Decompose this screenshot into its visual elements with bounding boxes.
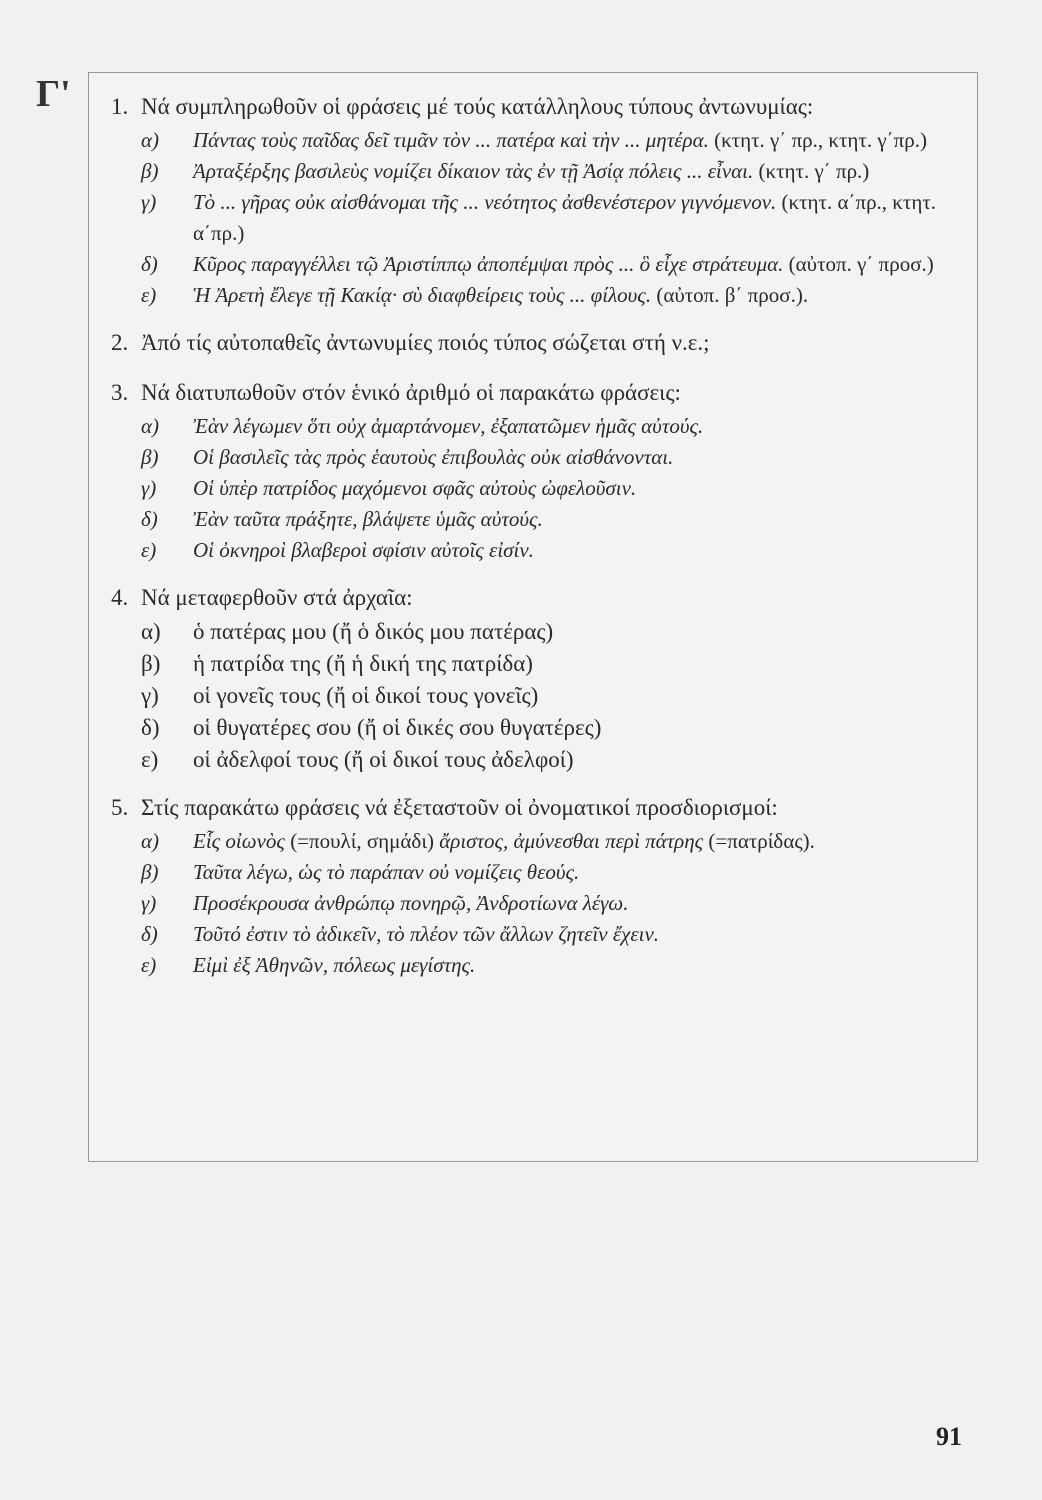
item-text: οἱ θυγατέρες σου (ἤ οἱ δικές σου θυγατέρες)	[193, 715, 602, 740]
exercise-1	[111, 89, 957, 311]
exercise-heading	[111, 89, 957, 125]
list-item	[141, 744, 957, 776]
exercise-number: 3.	[111, 380, 129, 405]
item-note: (αὐτοπ. β΄ προσ.).	[656, 283, 809, 307]
section-label: Γ'	[36, 73, 71, 115]
item-gloss: (=πατρίδας).	[708, 829, 815, 853]
list-item	[141, 280, 957, 311]
item-text: ὁ πατέρας μου (ἤ ὁ δικός μου πατέρας)	[193, 619, 554, 644]
list-item	[141, 857, 957, 888]
list-item	[141, 535, 957, 566]
item-letter: δ)	[141, 252, 158, 276]
item-text: Ἀρταξέρξης βασιλεὺς νομίζει δίκαιον τὰς ἐν τῇ Ἀσίᾳ πόλεις ... εἶναι.	[193, 159, 754, 183]
item-letter: α)	[141, 619, 161, 644]
item-letter: α)	[141, 414, 160, 438]
item-text: Πάντας τοὺς παῖδας δεῖ τιμᾶν τὸν ... πατέρα καὶ τὴν ... μητέρα.	[193, 128, 709, 152]
exercise-2	[111, 325, 957, 361]
exercise-heading-text: Νά μεταφερθοῦν στά ἀρχαῖα:	[141, 585, 413, 610]
list-item	[141, 919, 957, 950]
item-letter: β)	[141, 445, 159, 469]
item-text: οἱ ἀδελφοί τους (ἤ οἱ δικοί τους ἀδελφοί)	[193, 747, 574, 772]
exercise-number: 2.	[111, 330, 129, 355]
page-number: 91	[936, 1422, 962, 1451]
item-text: ἡ πατρίδα της (ἤ ἡ δική της πατρίδα)	[193, 651, 533, 676]
exercise-heading-text: Ἀπό τίς αὐτοπαθεῖς ἀντωνυμίες ποιός τύπος σώζεται στή ν.ε.;	[141, 330, 710, 355]
exercise-number: 1.	[111, 94, 129, 119]
item-text-continued: ἄριστος, ἀμύνεσθαι περὶ πάτρης	[439, 829, 704, 853]
item-text: Οἱ βασιλεῖς τὰς πρὸς ἑαυτοὺς ἐπιβουλὰς οὐκ αἰσθάνονται.	[193, 445, 674, 469]
item-note: (κτητ. γ΄ πρ., κτητ. γ΄πρ.)	[714, 128, 927, 152]
item-letter: ε)	[141, 747, 159, 772]
item-text: Τὸ ... γῆρας οὐκ αἰσθάνομαι τῆς ... νεότητος ἀσθενέστερον γιγνόμενον.	[193, 190, 777, 214]
item-text: οἱ γονεῖς τους (ἤ οἱ δικοί τους γονεῖς)	[193, 683, 539, 708]
list-item	[141, 411, 957, 442]
item-letter: δ)	[141, 922, 158, 946]
item-text: Οἱ ὑπὲρ πατρίδος μαχόμενοι σφᾶς αὐτοὺς ὠφελοῦσιν.	[193, 476, 637, 500]
item-text: Ἐὰν λέγωμεν ὅτι οὐχ ἁμαρτάνομεν, ἐξαπατῶμεν ἡμᾶς αὐτούς.	[193, 414, 704, 438]
exercise-4	[111, 580, 957, 776]
exercise-heading-text: Στίς παρακάτω φράσεις νά ἐξεταστοῦν οἱ ὀνοματικοί προσδιορισμοί:	[141, 795, 778, 820]
list-item	[141, 249, 957, 280]
exercise-heading	[111, 790, 957, 826]
item-note: (κτητ. α΄πρ., κτητ. α΄πρ.)	[193, 190, 937, 245]
list-item	[141, 616, 957, 648]
item-letter: γ)	[141, 683, 159, 708]
item-letter: α)	[141, 829, 160, 853]
item-letter: ε)	[141, 953, 157, 977]
item-letter: ε)	[141, 283, 157, 307]
item-text: Ἐὰν ταῦτα πράξητε, βλάψετε ὑμᾶς αὐτούς.	[193, 507, 543, 531]
item-gloss: (=πουλί, σημάδι)	[290, 829, 434, 853]
item-note: (κτητ. γ΄ πρ.)	[758, 159, 870, 183]
item-letter: δ)	[141, 715, 160, 740]
item-text: Ἡ Ἀρετὴ ἔλεγε τῇ Κακίᾳ· σὺ διαφθείρεις τοὺς ... φίλους.	[193, 283, 652, 307]
item-letter: β)	[141, 651, 161, 676]
list-item	[141, 826, 957, 857]
exercise-number: 4.	[111, 585, 129, 610]
exercise-number: 5.	[111, 795, 129, 820]
item-letter: γ)	[141, 190, 157, 214]
item-letter: ε)	[141, 538, 157, 562]
exercise-3	[111, 375, 957, 566]
item-letter: β)	[141, 860, 159, 884]
list-item	[141, 950, 957, 981]
list-item	[141, 712, 957, 744]
item-letter: β)	[141, 159, 159, 183]
item-text: Εἷς οἰωνὸς	[193, 829, 285, 853]
exercise-heading	[111, 580, 957, 616]
item-text: Οἱ ὀκνηροὶ βλαβεροὶ σφίσιν αὐτοῖς εἰσίν.	[193, 538, 534, 562]
list-item	[141, 888, 957, 919]
item-letter: δ)	[141, 507, 158, 531]
exercise-heading-text: Νά συμπληρωθοῦν οἱ φράσεις μέ τούς κατάλληλους τύπους ἀντωνυμίας:	[141, 94, 814, 119]
item-text: Τοῦτό ἐστιν τὸ ἀδικεῖν, τὸ πλέον τῶν ἄλλων ζητεῖν ἔχειν.	[193, 922, 660, 946]
item-text: Ταῦτα λέγω, ὡς τὸ παράπαν οὐ νομίζεις θεούς.	[193, 860, 580, 884]
list-item	[141, 648, 957, 680]
list-item	[141, 504, 957, 535]
list-item	[141, 125, 957, 156]
item-text: Κῦρος παραγγέλλει τῷ Ἀριστίππῳ ἀποπέμψαι πρὸς ... ὃ εἶχε στράτευμα.	[193, 252, 784, 276]
exercise-5	[111, 790, 957, 981]
exercise-heading-text: Νά διατυπωθοῦν στόν ἑνικό ἀριθμό οἱ παρακάτω φράσεις:	[141, 380, 681, 405]
item-text: Εἰμὶ ἐξ Ἀθηνῶν, πόλεως μεγίστης.	[193, 953, 476, 977]
list-item	[141, 680, 957, 712]
list-item	[141, 156, 957, 187]
list-item	[141, 187, 957, 249]
exercise-heading	[111, 325, 957, 361]
list-item	[141, 473, 957, 504]
exercise-heading	[111, 375, 957, 411]
item-letter: α)	[141, 128, 160, 152]
exercise-box	[88, 72, 978, 1162]
item-letter: γ)	[141, 891, 157, 915]
item-note: (αὐτοπ. γ΄ προσ.)	[788, 252, 934, 276]
item-letter: γ)	[141, 476, 157, 500]
list-item	[141, 442, 957, 473]
item-text: Προσέκρουσα ἀνθρώπῳ πονηρῷ, Ἀνδροτίωνα λέγω.	[193, 891, 629, 915]
